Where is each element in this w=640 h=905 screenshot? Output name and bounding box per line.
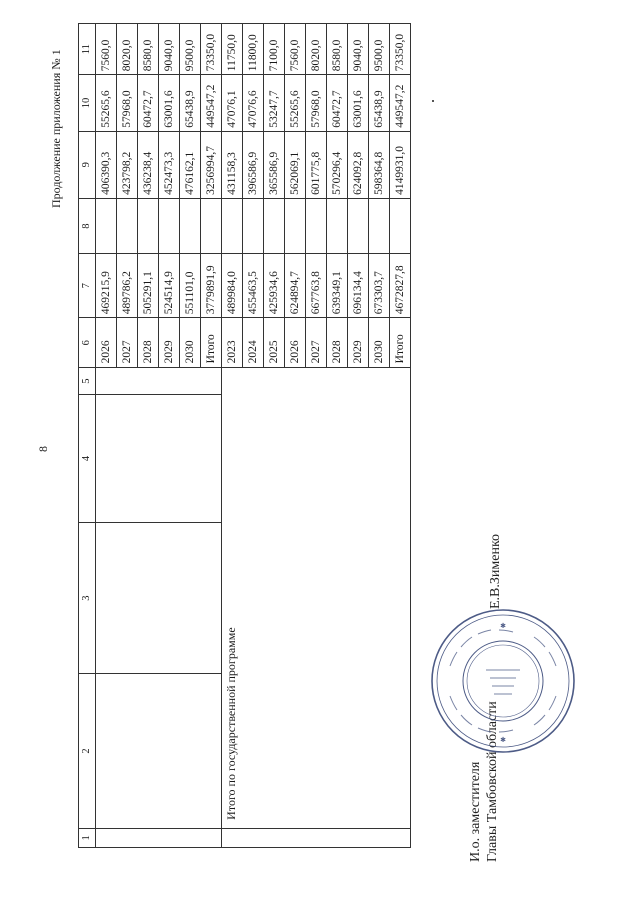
value-cell: 673303,7 [368, 254, 389, 318]
value-cell: 624092,8 [347, 131, 368, 198]
value-cell: 53247,7 [263, 75, 284, 131]
table-row [221, 24, 242, 848]
value-cell: 3256994,7 [200, 131, 221, 198]
value-cell [263, 198, 284, 253]
value-cell [158, 198, 179, 253]
value-cell: 505291,1 [137, 254, 158, 318]
value-cell: 476162,1 [179, 131, 200, 198]
value-cell: 47076,1 [221, 75, 242, 131]
year-cell: 2023 [221, 318, 242, 368]
value-cell: 449547,2 [389, 75, 410, 131]
blank-cell [221, 828, 410, 847]
value-cell: 47076,6 [242, 75, 263, 131]
value-cell: 4149931,0 [389, 131, 410, 198]
value-cell: 9040,0 [158, 24, 179, 75]
year-cell: 2029 [347, 318, 368, 368]
table-row [95, 24, 116, 848]
value-cell: 73350,0 [200, 24, 221, 75]
value-cell: 406390,3 [95, 131, 116, 198]
year-cell: 2027 [116, 318, 137, 368]
value-cell [137, 198, 158, 253]
blank-cell [95, 522, 221, 673]
value-cell: 8020,0 [305, 24, 326, 75]
value-cell [200, 198, 221, 253]
header-cell: 4 [79, 394, 96, 522]
value-cell: 489984,0 [221, 254, 242, 318]
rotated-table-wrapper [78, 23, 411, 848]
year-cell: 2026 [95, 318, 116, 368]
budget-table [78, 23, 411, 848]
value-cell: 639349,1 [326, 254, 347, 318]
value-cell: 624894,7 [284, 254, 305, 318]
value-cell [95, 198, 116, 253]
value-cell: 524514,9 [158, 254, 179, 318]
blank-cell [95, 368, 221, 395]
value-cell: 57968,0 [305, 75, 326, 131]
year-cell: 2025 [263, 318, 284, 368]
value-cell: 598364,8 [368, 131, 389, 198]
year-cell: 2028 [326, 318, 347, 368]
value-cell: 455463,5 [242, 254, 263, 318]
program-total-label: Итого по государственной программе [221, 368, 410, 828]
signature-title-line1: И.о. заместителя [468, 761, 483, 862]
value-cell [284, 198, 305, 253]
value-cell [242, 198, 263, 253]
value-cell: 570296,4 [326, 131, 347, 198]
value-cell: 425934,6 [263, 254, 284, 318]
blank-cell [95, 828, 221, 847]
value-cell: 9500,0 [179, 24, 200, 75]
value-cell: 60472,7 [137, 75, 158, 131]
signature-name: Е.В.Зименко [488, 533, 503, 609]
header-cell: 8 [79, 198, 96, 253]
signature-title-line2: Главы Тамбовской области [485, 701, 500, 862]
year-cell: 2030 [179, 318, 200, 368]
page-number: 8 [36, 446, 50, 452]
header-cell: 2 [79, 674, 96, 829]
value-cell [389, 198, 410, 253]
value-cell: 436238,4 [137, 131, 158, 198]
value-cell [116, 198, 137, 253]
year-cell: 2026 [284, 318, 305, 368]
value-cell: 489786,2 [116, 254, 137, 318]
value-cell: 562069,1 [284, 131, 305, 198]
header-row [79, 24, 96, 848]
value-cell: 8580,0 [137, 24, 158, 75]
value-cell: 11750,0 [221, 24, 242, 75]
value-cell: 65438,9 [179, 75, 200, 131]
value-cell: 9040,0 [347, 24, 368, 75]
value-cell: 8020,0 [116, 24, 137, 75]
header-cell: 10 [79, 75, 96, 131]
speck [432, 100, 434, 102]
value-cell: 667763,8 [305, 254, 326, 318]
value-cell: 55265,6 [95, 75, 116, 131]
value-cell: 7100,0 [263, 24, 284, 75]
value-cell: 365586,9 [263, 131, 284, 198]
value-cell: 449547,2 [200, 75, 221, 131]
header-cell: 6 [79, 318, 96, 368]
total-label-cell: Итого [200, 318, 221, 368]
value-cell: 11800,0 [242, 24, 263, 75]
value-cell: 3779891,9 [200, 254, 221, 318]
value-cell: 469215,9 [95, 254, 116, 318]
value-cell: 431158,3 [221, 131, 242, 198]
value-cell: 57968,0 [116, 75, 137, 131]
value-cell [368, 198, 389, 253]
year-cell: 2029 [158, 318, 179, 368]
value-cell: 396586,9 [242, 131, 263, 198]
total-label-cell: Итого [389, 318, 410, 368]
year-cell: 2024 [242, 318, 263, 368]
value-cell: 7560,0 [95, 24, 116, 75]
official-stamp [428, 606, 578, 756]
year-cell: 2028 [137, 318, 158, 368]
value-cell: 9500,0 [368, 24, 389, 75]
value-cell: 551101,0 [179, 254, 200, 318]
svg-text:✱: ✱ [500, 736, 506, 744]
header-cell: 1 [79, 828, 96, 847]
value-cell: 696134,4 [347, 254, 368, 318]
value-cell: 452473,3 [158, 131, 179, 198]
value-cell: 60472,7 [326, 75, 347, 131]
value-cell: 601775,8 [305, 131, 326, 198]
header-cell: 9 [79, 131, 96, 198]
header-cell: 7 [79, 254, 96, 318]
value-cell [347, 198, 368, 253]
value-cell [179, 198, 200, 253]
value-cell [326, 198, 347, 253]
value-cell: 423798,2 [116, 131, 137, 198]
header-cell: 5 [79, 368, 96, 395]
value-cell: 8580,0 [326, 24, 347, 75]
value-cell: 55265,6 [284, 75, 305, 131]
value-cell: 63001,6 [158, 75, 179, 131]
value-cell [221, 198, 242, 253]
value-cell: 65438,9 [368, 75, 389, 131]
header-cell: 3 [79, 522, 96, 673]
year-cell: 2030 [368, 318, 389, 368]
header-cell: 11 [79, 24, 96, 75]
value-cell: 73350,0 [389, 24, 410, 75]
blank-cell [95, 674, 221, 829]
continuation-title: Продолжение приложения № 1 [49, 49, 63, 208]
value-cell: 4672827,8 [389, 254, 410, 318]
year-cell: 2027 [305, 318, 326, 368]
value-cell [305, 198, 326, 253]
blank-cell [95, 394, 221, 522]
value-cell: 63001,6 [347, 75, 368, 131]
svg-text:✱: ✱ [500, 622, 506, 630]
value-cell: 7560,0 [284, 24, 305, 75]
